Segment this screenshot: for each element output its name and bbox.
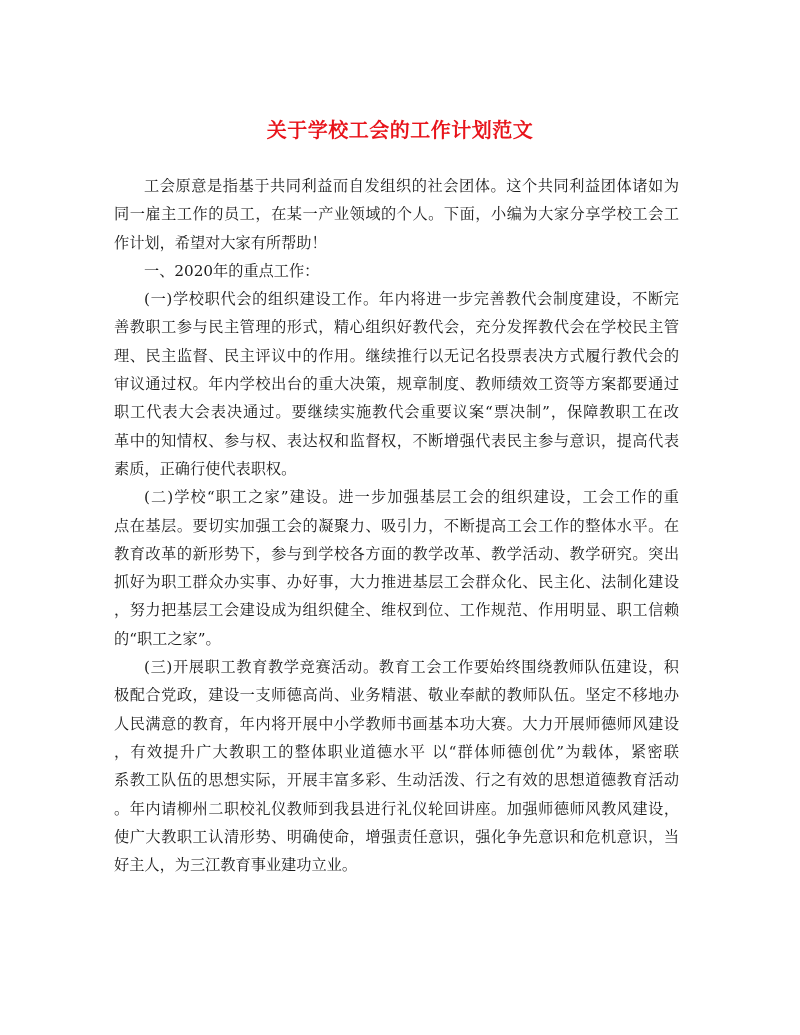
text-line: 理、民主监督、民主评议中的作用。继续推行以无记名投票表决方式履行教代会的 [114, 346, 679, 365]
text-line: 作计划，希望对大家有所帮助！ [114, 233, 327, 252]
text-line: 抓好为职工群众办实事、办好事，大力推进基层工会群众化、民主化、法制化建设 [114, 573, 679, 592]
text-line: 善教职工参与民主管理的形式，精心组织好教代会，充分发挥教代会在学校民主管 [114, 318, 679, 337]
text-line: 系教工队伍的思想实际，开展丰富多彩、生动活泼、行之有效的思想道德教育活动 [114, 771, 679, 790]
document-title: 关于学校工会的工作计划范文 [266, 118, 534, 142]
text-line: 点在基层。要切实加强工会的凝聚力、吸引力，不断提高工会工作的整体水平。在 [114, 516, 679, 535]
text-line: 使广大教职工认清形势、明确使命，增强责任意识，强化争先意识和危机意识，当 [114, 827, 679, 846]
text-line: 革中的知情权、参与权、表达权和监督权，不断增强代表民主参与意识，提高代表 [114, 431, 679, 450]
text-line: 同一雇主工作的员工，在某一产业领域的个人。下面，小编为大家分享学校工会工 [114, 205, 679, 224]
text-line: 好主人，为三江教育事业建功立业。 [114, 856, 357, 875]
text-line: 的“职工之家”。 [114, 629, 221, 648]
text-line: 教育改革的新形势下，参与到学校各方面的教学改革、教学活动、教学研究。突出 [114, 544, 679, 563]
text-line: 职工代表大会表决通过。要继续实施教代会重要议案“票决制”，保障教职工在改 [114, 403, 679, 422]
text-line: ，努力把基层工会建设成为组织健全、维权到位、工作规范、作用明显、职工信赖 [114, 601, 679, 620]
text-line: 工会原意是指基于共同利益而自发组织的社会团体。这个共同利益团体诸如为 [144, 177, 679, 195]
text-line: 人民满意的教育，年内将开展中小学教师书画基本功大赛。大力开展师德师风建设 [114, 714, 679, 733]
text-line: 极配合党政，建设一支师德高尚、业务精湛、敬业奉献的教师队伍。坚定不移地办 [114, 686, 679, 705]
text-line: 一、2020年的重点工作： [144, 261, 320, 280]
item-3-paragraph [114, 653, 679, 879]
section-heading-2020 [114, 257, 679, 285]
item-2-paragraph [114, 483, 679, 653]
text-line: 。年内请柳州二职校礼仪教师到我县进行礼仪轮回讲座。加强师德师风教风建设， [114, 799, 679, 818]
text-line: 审议通过权。年内学校出台的重大决策，规章制度、教师绩效工资等方案都要通过 [114, 375, 679, 394]
text-line: 素质，正确行使代表职权。 [114, 459, 297, 478]
text-line: ，有效提升广大教职工的整体职业道德水平 以“群体师德创优”为载体，紧密联 [114, 742, 679, 761]
document-body [114, 172, 679, 879]
text-line: (三)开展职工教育教学竞赛活动。教育工会工作要始终围绕教师队伍建设，积 [144, 658, 679, 677]
text-line: (二)学校“职工之家”建设。进一步加强基层工会的组织建设，工会工作的重 [144, 488, 679, 507]
intro-paragraph [114, 172, 679, 257]
item-1-paragraph [114, 285, 679, 483]
text-line: (一)学校职代会的组织建设工作。年内将进一步完善教代会制度建设，不断完 [144, 290, 679, 309]
